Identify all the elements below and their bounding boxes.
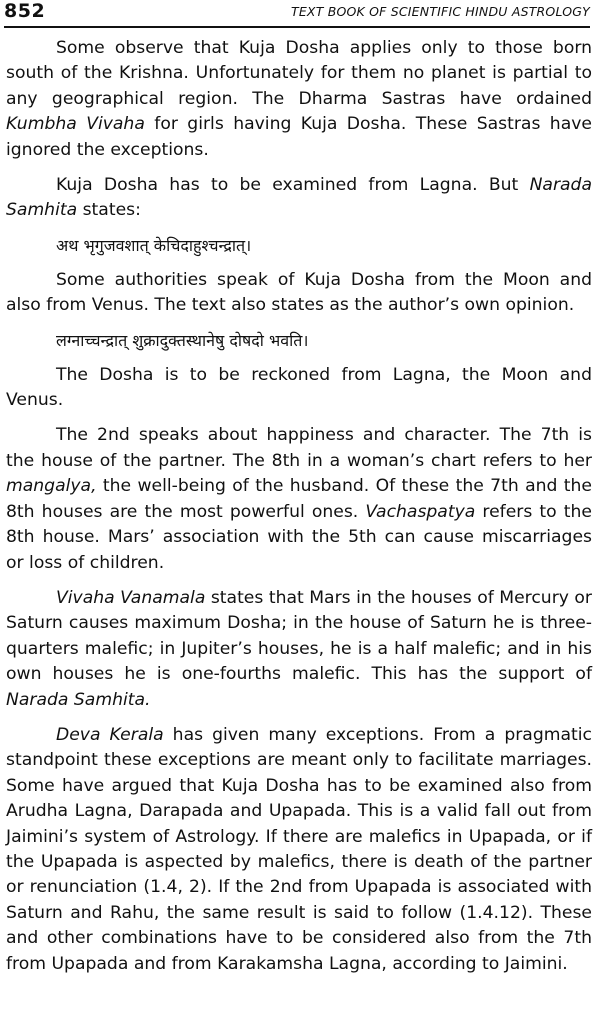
paragraph-1: Some observe that Kuja Dosha applies only to those born south of the Krishna. Unfortunately for them no planet is partial to any geographical region. The Dharma Sastras have ordained Kumbha Vivaha for girls having Kuja Dosha. These Sastras have ignored the exceptions. [6,38,592,160]
paragraph-3: Some authorities speak of Kuja Dosha from the Moon and also from Venus. The text also states as the author’s own opinion. [6,269,592,316]
sanskrit-verse-2: लग्नाच्चन्द्रात् शुक्रादुक्तस्थानेषु दोषदो भवति। [56,330,309,350]
paragraph-5: The 2nd speaks about happiness and character. The 7th is the house of the partner. The 8th in a woman’s chart refers to her mangalya, the well-being of the husband. Of these the 7th and the 8th houses are the most powerful ones. Vachaspatya refers to the 8th house. Mars’ association with the 5th can cause miscarriages or loss of children. [6,425,593,573]
page-number: 852 [4,0,46,22]
page-body [6,36,592,987]
page-header [4,0,590,24]
paragraph-7: Deva Kerala has given many exceptions. From a pragmatic standpoint these exceptions are meant only to facilitate marriages. Some have argued that Kuja Dosha has to be examined also from Arudha Lagna, Darapada and Upapada. This is a valid fall out from Jaimini’s system of Astrology. If there are malefics in Upapada, or if the Upapada is aspected by malefics, there is death of the partner or renunciation (1.4, 2). If the 2nd from Upapada is associated with Saturn and Rahu, the same result is said to follow (1.4.12). These and other combinations have to be considered also from the 7th from Upapada and from Karakamsha Lagna, according to Jaimini. [6,724,592,974]
paragraph-6: Vivaha Vanamala states that Mars in the houses of Mercury or Saturn causes maximum Dosha; in the house of Saturn he is three-quarters malefic; in Jupiter’s houses, he is a half malefic; and in his own houses he is one-fourths malefic. This has the support of Narada Samhita. [6,587,593,710]
header-rule [4,26,590,28]
paragraph-2: Kuja Dosha has to be examined from Lagna. But Narada Samhita states: [6,175,592,221]
sanskrit-verse-1: अथ भृगुजवशात् केचिदाहुश्चन्द्रात्। [56,235,252,255]
paragraph-4: The Dosha is to be reckoned from Lagna, the Moon and Venus. [6,364,592,411]
running-title: TEXT BOOK OF SCIENTIFIC HINDU ASTROLOGY [291,4,590,19]
